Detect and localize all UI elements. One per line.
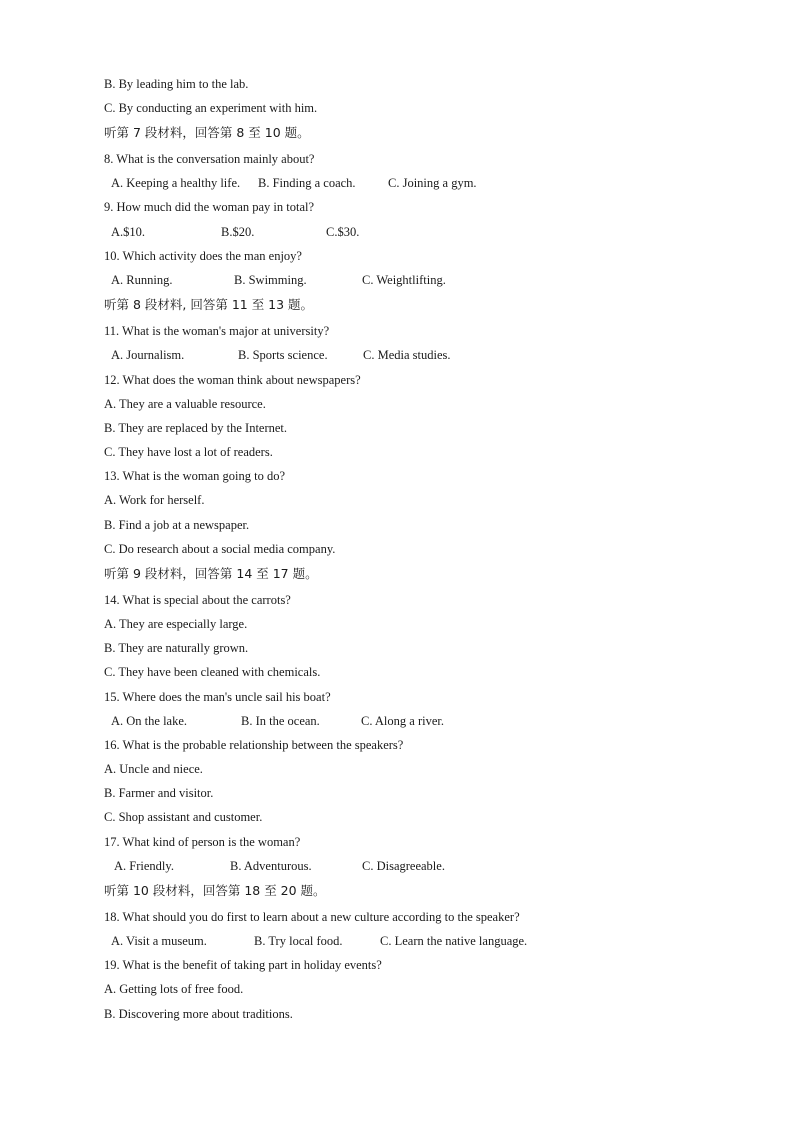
option-line: B. By leading him to the lab. <box>104 77 249 91</box>
option: C. Weightlifting. <box>362 273 446 287</box>
option: A. Running. <box>111 273 173 287</box>
option: A. On the lake. <box>111 714 188 728</box>
question-line: 10. Which activity does the man enjoy? <box>104 249 302 263</box>
option-line: B. They are naturally grown. <box>104 641 249 655</box>
question-line: 8. What is the conversation mainly about? <box>104 152 315 166</box>
question-line: 18. What should you do first to learn about a new culture according to the speaker? <box>104 910 520 924</box>
option-line: B. Discovering more about traditions. <box>104 1007 293 1021</box>
option: B. Swimming. <box>234 273 307 287</box>
question-line: 11. What is the woman's major at university? <box>104 324 330 338</box>
option: B. Finding a coach. <box>258 176 356 190</box>
option: B. In the ocean. <box>241 714 320 728</box>
option: B. Adventurous. <box>230 859 312 873</box>
section-heading: 听第 10 段材料，回答第 18 至 20 题。 <box>104 883 326 898</box>
option-line: B. They are replaced by the Internet. <box>104 421 288 435</box>
option-line: A. They are a valuable resource. <box>104 397 266 411</box>
option: A. Friendly. <box>114 859 174 873</box>
option-line: A. They are especially large. <box>104 617 248 631</box>
question-line: 15. Where does the man's uncle sail his boat? <box>104 690 331 704</box>
question-line: 9. How much did the woman pay in total? <box>104 200 315 214</box>
option: B. Try local food. <box>254 934 343 948</box>
section-heading: 听第 8 段材料, 回答第 11 至 13 题。 <box>104 297 314 312</box>
section-heading: 听第 7 段材料，回答第 8 至 10 题。 <box>104 125 310 140</box>
option-line: C. They have lost a lot of readers. <box>104 445 273 459</box>
option: A. Visit a museum. <box>111 934 207 948</box>
question-line: 14. What is special about the carrots? <box>104 593 291 607</box>
option: C. Along a river. <box>361 714 444 728</box>
option: C. Joining a gym. <box>388 176 477 190</box>
option-line: B. Find a job at a newspaper. <box>104 518 250 532</box>
option: B.$20. <box>221 225 255 239</box>
option: C.$30. <box>326 225 360 239</box>
option: C. Learn the native language. <box>380 934 528 948</box>
option-line: C. Do research about a social media company. <box>104 542 336 556</box>
option-line: A. Uncle and niece. <box>104 762 203 776</box>
option-line: C. Shop assistant and customer. <box>104 810 263 824</box>
question-line: 13. What is the woman going to do? <box>104 469 285 483</box>
question-line: 12. What does the woman think about newspapers? <box>104 373 361 387</box>
question-line: 17. What kind of person is the woman? <box>104 835 301 849</box>
option-line: C. They have been cleaned with chemicals. <box>104 665 321 679</box>
option: C. Disagreeable. <box>362 859 445 873</box>
option: A. Keeping a healthy life. <box>111 176 241 190</box>
option-line: A. Getting lots of free food. <box>104 982 244 996</box>
option: C. Media studies. <box>363 348 451 362</box>
section-heading: 听第 9 段材料，回答第 14 至 17 题。 <box>104 566 318 581</box>
option-line: C. By conducting an experiment with him. <box>104 101 318 115</box>
question-line: 19. What is the benefit of taking part in holiday events? <box>104 958 382 972</box>
option-line: B. Farmer and visitor. <box>104 786 214 800</box>
option: B. Sports science. <box>238 348 328 362</box>
option-line: A. Work for herself. <box>104 493 205 507</box>
option: A. Journalism. <box>111 348 185 362</box>
option: A.$10. <box>111 225 146 239</box>
question-line: 16. What is the probable relationship between the speakers? <box>104 738 404 752</box>
